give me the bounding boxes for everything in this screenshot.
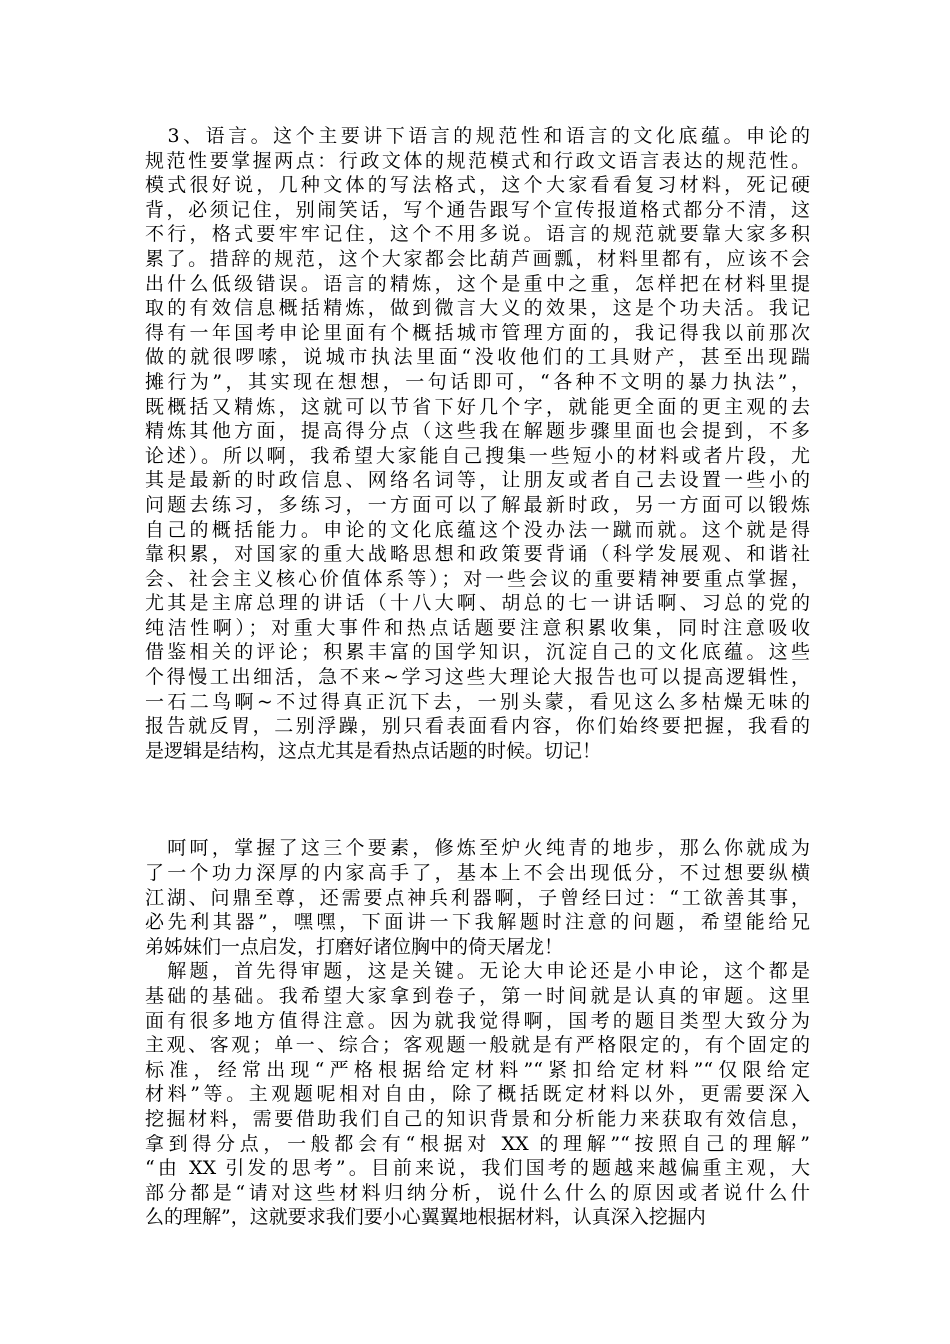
text-line: 取的有效信息概括精炼，做到微言大义的效果，这是个功夫活。我记	[145, 297, 810, 320]
text-line: 尤其是主席总理的讲话（十八大啊、胡总的七一讲话啊、习总的党的	[145, 592, 810, 615]
text-line: 一石二鸟啊~不过得真正沉下去，一别头蒙，看见这么多枯燥无味的	[145, 690, 810, 713]
text-line: 做的就很啰嗦，说城市执法里面“没收他们的工具财产，甚至出现踹	[145, 346, 810, 369]
text-line: 部分都是“请对这些材料归纳分析，说什么什么的原因或者说什么什	[145, 1181, 810, 1204]
text-line: 借鉴相关的评论；积累丰富的国学知识，沉淀自己的文化底蕴。这些	[145, 641, 810, 664]
text-line: “由 XX 引发的思考”。目前来说，我们国考的题越来越偏重主观，大	[145, 1157, 810, 1180]
text-line: 基础的基础。我希望大家拿到卷子，第一时间就是认真的审题。这里	[145, 985, 810, 1007]
text-line: 不行，格式要牢牢记住，这个不用多说。语言的规范就要靠大家多积	[145, 223, 810, 246]
paragraph-transition	[145, 836, 810, 959]
text-line: 必先利其器”，嘿嘿，下面讲一下我解题时注意的问题，希望能给兄	[145, 911, 810, 934]
text-line: 累了。措辞的规范，这个大家都会比葫芦画瓢，材料里都有，应该不会	[145, 247, 810, 270]
text-line: 规范性要掌握两点：行政文体的规范模式和行政文语言表达的规范性。	[145, 149, 810, 172]
text-line: 论述）。所以啊，我希望大家能自己搜集一些短小的材料或者片段，尤	[145, 444, 810, 467]
paragraph-gap	[145, 763, 810, 836]
text-line: 了一个功力深厚的内家高手了，基本上不会出现低分，不过想要纵横	[145, 862, 810, 885]
text-line: 主观、客观；单一、综合；客观题一般就是有严格限定的，有个固定的	[145, 1034, 810, 1057]
text-line: 么的理解”，这就要求我们要小心翼翼地根据材料，认真深入挖掘内	[145, 1206, 706, 1229]
text-line: 背，必须记住，别闹笑话，写个通告跟写个宣传报道格式都分不清，这	[145, 198, 810, 221]
text-line: 问题去练习，多练习，一方面可以了解最新时政，另一方面可以锻炼	[145, 493, 810, 516]
text-line: 解题，首先得审题，这是关键。无论大申论还是小申论，这个都是	[145, 960, 810, 983]
text-line: 弟姊妹们一点启发，打磨好诸位胸中的倚天屠龙！	[145, 935, 564, 958]
text-line: 自己的概括能力。申论的文化底蕴这个没办法一蹴而就。这个就是得	[145, 518, 810, 541]
text-line: 精炼其他方面，提高得分点（这些我在解题步骤里面也会提到，不多	[145, 420, 810, 443]
document-body	[145, 124, 810, 1230]
paragraph-problem-solving	[145, 959, 810, 1230]
text-line: 个得慢工出细活，急不来~学习这些大理论大报告也可以提高逻辑性，	[145, 666, 810, 689]
text-line: 出什么低级错误。语言的精炼，这个是重中之重，怎样把在材料里提	[145, 272, 810, 295]
text-line: 摊行为”，其实现在想想，一句话即可，“各种不文明的暴力执法”，	[145, 370, 810, 393]
text-line: 纯洁性啊）；对重大事件和热点话题要注意积累收集，同时注意吸收	[145, 616, 810, 639]
paragraph-language	[145, 124, 810, 763]
text-line: 拿到得分点，一般都会有“根据对 XX 的理解”“按照自己的理解”	[145, 1132, 810, 1155]
text-line: 材料”等。主观题呢相对自由，除了概括既定材料以外，更需要深入	[145, 1083, 810, 1106]
text-line: 3、语言。这个主要讲下语言的规范性和语言的文化底蕴。申论的	[145, 125, 810, 147]
text-line: 呵呵，掌握了这三个要素，修炼至炉火纯青的地步，那么你就成为	[145, 837, 810, 860]
text-line: 得有一年国考申论里面有个概括城市管理方面的，我记得我以前那次	[145, 321, 810, 344]
text-line: 模式很好说，几种文体的写法格式，这个大家看看复习材料，死记硬	[145, 174, 810, 197]
text-line: 是逻辑是结构，这点尤其是看热点话题的时候。切记！	[145, 739, 602, 762]
text-line: 面有很多地方值得注意。因为就我觉得啊，国考的题目类型大致分为	[145, 1009, 810, 1032]
text-line: 标准，经常出现“严格根据给定材料”“紧扣给定材料”“仅限给定	[145, 1058, 810, 1081]
text-line: 江湖、问鼎至尊，还需要点神兵利器啊，子曾经曰过：“工欲善其事，	[145, 886, 810, 909]
text-line: 其是最新的时政信息、网络名词等，让朋友或者自己去设置一些小的	[145, 469, 810, 492]
text-line: 既概括又精炼，这就可以节省下好几个字，就能更全面的更主观的去	[145, 395, 810, 418]
text-line: 会、社会主义核心价值体系等）；对一些会议的重要精神要重点掌握，	[145, 567, 810, 590]
text-line: 报告就反胃，二别浮躁，别只看表面看内容，你们始终要把握，我看的	[145, 715, 810, 738]
text-line: 靠积累，对国家的重大战略思想和政策要背诵（科学发展观、和谐社	[145, 543, 810, 566]
text-line: 挖掘材料，需要借助我们自己的知识背景和分析能力来获取有效信息，	[145, 1107, 810, 1130]
